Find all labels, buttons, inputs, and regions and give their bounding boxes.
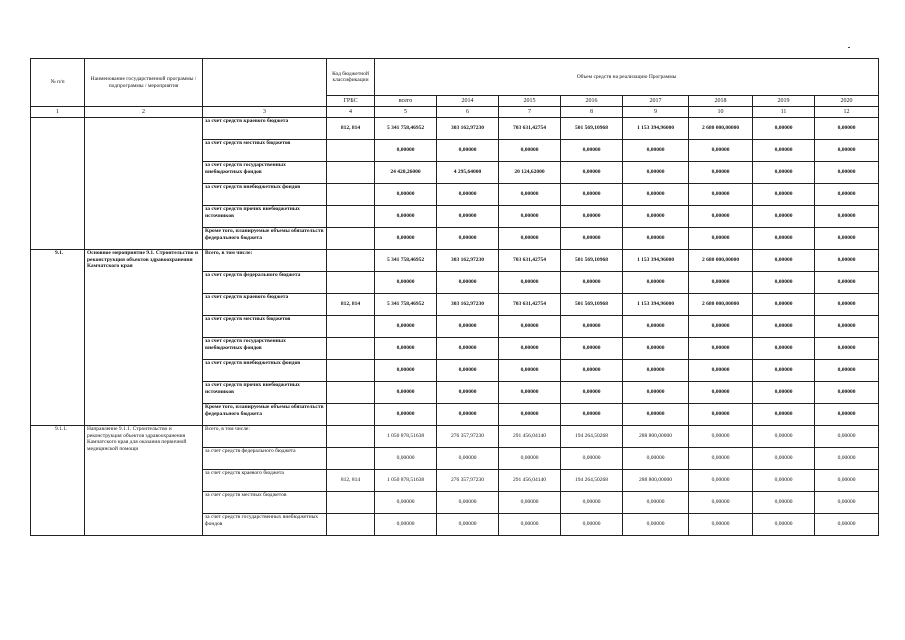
funding-source: за счет средств государственных внебюджетных фондов <box>203 514 327 536</box>
amount-cell: 0,00000 <box>753 228 815 250</box>
amount-cell: 0,00000 <box>499 206 561 228</box>
amount-cell: 0,00000 <box>375 184 437 206</box>
column-number: 4 <box>327 107 375 118</box>
amount-cell: 0,00000 <box>437 228 499 250</box>
amount-cell: 24 420,26000 <box>375 162 437 184</box>
column-number: 3 <box>203 107 327 118</box>
header-grbs: ГРБС <box>327 96 375 107</box>
amount-cell: 0,00000 <box>753 382 815 404</box>
grbs-code <box>327 162 375 184</box>
amount-cell: 0,00000 <box>753 404 815 426</box>
amount-cell: 0,00000 <box>561 272 623 294</box>
amount-cell: 0,00000 <box>561 228 623 250</box>
amount-cell: 0,00000 <box>623 162 689 184</box>
header-year: 2020 <box>815 96 879 107</box>
amount-cell: 0,00000 <box>499 404 561 426</box>
amount-cell: 288 800,00000 <box>623 470 689 492</box>
amount-cell: 0,00000 <box>689 162 753 184</box>
grbs-code <box>327 184 375 206</box>
table-row <box>31 118 879 140</box>
amount-cell: 0,00000 <box>753 118 815 140</box>
amount-cell: 0,00000 <box>815 294 879 316</box>
amount-cell: 4 295,64000 <box>437 162 499 184</box>
amount-cell: 5 341 758,46952 <box>375 118 437 140</box>
amount-cell: 291 456,04140 <box>499 426 561 448</box>
header-year: 2014 <box>437 96 499 107</box>
grbs-code <box>327 316 375 338</box>
amount-cell: 0,00000 <box>561 206 623 228</box>
amount-cell: 1 050 878,51638 <box>375 426 437 448</box>
amount-cell: 0,00000 <box>499 514 561 536</box>
amount-cell: 0,00000 <box>437 140 499 162</box>
funding-source: за счет средств внебюджетных фондов <box>203 184 327 206</box>
amount-cell: 703 631,42754 <box>499 250 561 272</box>
grbs-code <box>327 272 375 294</box>
item-name: Основное мероприятие 9.1. Строительство и реконструкция объектов здравоохранения Камчатского края <box>85 250 203 426</box>
amount-cell: 0,00000 <box>375 492 437 514</box>
amount-cell: 5 341 758,46952 <box>375 250 437 272</box>
scan-speck <box>848 47 850 48</box>
amount-cell: 0,00000 <box>375 206 437 228</box>
amount-cell: 0,00000 <box>499 382 561 404</box>
amount-cell: 0,00000 <box>499 338 561 360</box>
amount-cell: 0,00000 <box>437 184 499 206</box>
amount-cell: 0,00000 <box>689 514 753 536</box>
amount-cell: 0,00000 <box>623 360 689 382</box>
amount-cell: 276 357,97230 <box>437 426 499 448</box>
amount-cell: 501 569,10968 <box>561 118 623 140</box>
amount-cell: 0,00000 <box>499 316 561 338</box>
column-number: 12 <box>815 107 879 118</box>
amount-cell: 288 800,00000 <box>623 426 689 448</box>
amount-cell: 0,00000 <box>561 360 623 382</box>
column-number: 11 <box>753 107 815 118</box>
amount-cell: 0,00000 <box>623 228 689 250</box>
amount-cell: 0,00000 <box>499 492 561 514</box>
amount-cell: 0,00000 <box>753 470 815 492</box>
amount-cell: 0,00000 <box>437 316 499 338</box>
header-year: 2017 <box>623 96 689 107</box>
funding-source: за счет средств внебюджетных фондов <box>203 360 327 382</box>
amount-cell: 0,00000 <box>375 272 437 294</box>
amount-cell: 0,00000 <box>561 162 623 184</box>
funding-source: за счет средств местных бюджетов <box>203 492 327 514</box>
amount-cell: 0,00000 <box>689 492 753 514</box>
amount-cell: 0,00000 <box>689 316 753 338</box>
amount-cell: 0,00000 <box>815 514 879 536</box>
amount-cell: 0,00000 <box>499 448 561 470</box>
amount-cell: 0,00000 <box>437 404 499 426</box>
amount-cell: 276 357,97230 <box>437 470 499 492</box>
column-number: 5 <box>375 107 437 118</box>
grbs-code <box>327 360 375 382</box>
grbs-code <box>327 140 375 162</box>
amount-cell: 0,00000 <box>753 272 815 294</box>
amount-cell: 0,00000 <box>499 140 561 162</box>
amount-cell: 0,00000 <box>815 140 879 162</box>
grbs-code: 812, 814 <box>327 294 375 316</box>
amount-cell: 0,00000 <box>815 206 879 228</box>
amount-cell: 0,00000 <box>689 470 753 492</box>
header-kbk: Код бюджетной классификации <box>327 59 375 96</box>
amount-cell: 0,00000 <box>753 448 815 470</box>
funding-source: за счет средств федерального бюджета <box>203 448 327 470</box>
amount-cell: 703 631,42754 <box>499 294 561 316</box>
amount-cell: 0,00000 <box>815 272 879 294</box>
amount-cell: 194 264,50268 <box>561 426 623 448</box>
amount-cell: 2 680 000,00000 <box>689 294 753 316</box>
grbs-code <box>327 448 375 470</box>
grbs-code <box>327 492 375 514</box>
column-number: 9 <box>623 107 689 118</box>
item-number <box>31 118 85 250</box>
grbs-code <box>327 382 375 404</box>
amount-cell: 0,00000 <box>815 360 879 382</box>
amount-cell: 0,00000 <box>815 162 879 184</box>
table-body <box>31 118 879 536</box>
amount-cell: 0,00000 <box>689 206 753 228</box>
amount-cell: 1 153 394,96000 <box>623 250 689 272</box>
amount-cell: 0,00000 <box>689 338 753 360</box>
amount-cell: 0,00000 <box>499 272 561 294</box>
amount-cell: 0,00000 <box>561 404 623 426</box>
amount-cell: 0,00000 <box>437 514 499 536</box>
amount-cell: 0,00000 <box>437 360 499 382</box>
amount-cell: 0,00000 <box>375 228 437 250</box>
amount-cell: 0,00000 <box>375 338 437 360</box>
amount-cell: 501 569,10968 <box>561 294 623 316</box>
amount-cell: 0,00000 <box>753 492 815 514</box>
column-number: 6 <box>437 107 499 118</box>
column-number: 7 <box>499 107 561 118</box>
amount-cell: 0,00000 <box>815 426 879 448</box>
grbs-code <box>327 426 375 448</box>
amount-cell: 0,00000 <box>437 206 499 228</box>
amount-cell: 0,00000 <box>561 448 623 470</box>
amount-cell: 0,00000 <box>815 492 879 514</box>
amount-cell: 2 680 000,00000 <box>689 118 753 140</box>
amount-cell: 0,00000 <box>375 316 437 338</box>
amount-cell: 0,00000 <box>623 382 689 404</box>
amount-cell: 0,00000 <box>623 514 689 536</box>
table-row <box>31 426 879 448</box>
amount-cell: 0,00000 <box>689 448 753 470</box>
funding-source: за счет средств государственных внебюджетных фондов <box>203 162 327 184</box>
amount-cell: 0,00000 <box>499 184 561 206</box>
amount-cell: 703 631,42754 <box>499 118 561 140</box>
header-year: всего <box>375 96 437 107</box>
amount-cell: 2 680 000,00000 <box>689 250 753 272</box>
amount-cell: 0,00000 <box>815 404 879 426</box>
item-name <box>85 118 203 250</box>
grbs-code: 812, 814 <box>327 470 375 492</box>
header-year: 2016 <box>561 96 623 107</box>
amount-cell: 0,00000 <box>623 492 689 514</box>
amount-cell: 0,00000 <box>689 382 753 404</box>
header-name: Наименование государственной программы / подпрограммы / мероприятия <box>85 59 203 107</box>
amount-cell: 0,00000 <box>753 184 815 206</box>
grbs-code <box>327 250 375 272</box>
header-year: 2019 <box>753 96 815 107</box>
amount-cell: 0,00000 <box>689 272 753 294</box>
header-year: 2018 <box>689 96 753 107</box>
amount-cell: 0,00000 <box>815 184 879 206</box>
amount-cell: 0,00000 <box>689 184 753 206</box>
grbs-code <box>327 206 375 228</box>
amount-cell: 0,00000 <box>561 338 623 360</box>
grbs-code: 812, 814 <box>327 118 375 140</box>
amount-cell: 0,00000 <box>375 140 437 162</box>
grbs-code <box>327 514 375 536</box>
amount-cell: 0,00000 <box>623 206 689 228</box>
amount-cell: 5 341 758,46952 <box>375 294 437 316</box>
header-num: № п/п <box>31 59 85 107</box>
amount-cell: 0,00000 <box>561 184 623 206</box>
program-funding-table <box>30 58 879 536</box>
amount-cell: 0,00000 <box>753 338 815 360</box>
amount-cell: 501 569,10968 <box>561 250 623 272</box>
column-number: 8 <box>561 107 623 118</box>
amount-cell: 303 162,97230 <box>437 118 499 140</box>
amount-cell: 0,00000 <box>561 492 623 514</box>
amount-cell: 0,00000 <box>753 294 815 316</box>
column-number: 10 <box>689 107 753 118</box>
column-number: 2 <box>85 107 203 118</box>
amount-cell: 0,00000 <box>689 426 753 448</box>
amount-cell: 0,00000 <box>753 316 815 338</box>
amount-cell: 0,00000 <box>689 360 753 382</box>
amount-cell: 0,00000 <box>623 404 689 426</box>
amount-cell: 0,00000 <box>753 140 815 162</box>
header-year: 2015 <box>499 96 561 107</box>
amount-cell: 0,00000 <box>815 470 879 492</box>
amount-cell: 0,00000 <box>623 448 689 470</box>
amount-cell: 0,00000 <box>499 360 561 382</box>
item-number: 9.1. <box>31 250 85 426</box>
funding-source: за счет средств прочих внебюджетных источников <box>203 382 327 404</box>
amount-cell: 0,00000 <box>437 338 499 360</box>
amount-cell: 291 456,04140 <box>499 470 561 492</box>
funding-source: за счет средств прочих внебюджетных источников <box>203 206 327 228</box>
column-number: 1 <box>31 107 85 118</box>
amount-cell: 0,00000 <box>623 316 689 338</box>
amount-cell: 0,00000 <box>623 338 689 360</box>
funding-source: Всего, в том числе: <box>203 250 327 272</box>
header-volume: Объем средств на реализацию Программы <box>375 59 879 96</box>
amount-cell: 0,00000 <box>753 426 815 448</box>
amount-cell: 303 162,97230 <box>437 250 499 272</box>
amount-cell: 0,00000 <box>815 118 879 140</box>
amount-cell: 0,00000 <box>689 140 753 162</box>
amount-cell: 0,00000 <box>499 228 561 250</box>
amount-cell: 20 124,62000 <box>499 162 561 184</box>
header-blank <box>203 59 327 107</box>
amount-cell: 0,00000 <box>753 206 815 228</box>
table-row <box>31 250 879 272</box>
amount-cell: 0,00000 <box>437 448 499 470</box>
funding-source: за счет средств государственных внебюджетных фондов <box>203 338 327 360</box>
table-header <box>31 59 879 118</box>
amount-cell: 0,00000 <box>561 382 623 404</box>
amount-cell: 0,00000 <box>753 162 815 184</box>
amount-cell: 0,00000 <box>815 316 879 338</box>
funding-source: за счет средств краевого бюджета <box>203 470 327 492</box>
amount-cell: 1 153 394,96000 <box>623 118 689 140</box>
amount-cell: 0,00000 <box>689 228 753 250</box>
funding-source: Кроме того, планируемые объемы обязательств федерального бюджета <box>203 404 327 426</box>
item-name: Направление 9.1.1. Строительство и реконструкция объектов здравоохранения Камчатского края для оказания первичной медицинской помощи <box>85 426 203 536</box>
amount-cell: 0,00000 <box>375 514 437 536</box>
funding-source: за счет средств федерального бюджета <box>203 272 327 294</box>
amount-cell: 0,00000 <box>437 492 499 514</box>
amount-cell: 0,00000 <box>753 250 815 272</box>
amount-cell: 0,00000 <box>375 404 437 426</box>
amount-cell: 0,00000 <box>753 360 815 382</box>
funding-source: за счет средств местных бюджетов <box>203 140 327 162</box>
funding-source: Всего, в том числе: <box>203 426 327 448</box>
amount-cell: 0,00000 <box>815 448 879 470</box>
amount-cell: 0,00000 <box>623 184 689 206</box>
grbs-code <box>327 228 375 250</box>
grbs-code <box>327 404 375 426</box>
funding-source: за счет средств краевого бюджета <box>203 294 327 316</box>
amount-cell: 0,00000 <box>437 272 499 294</box>
funding-source: Кроме того, планируемые объемы обязательств федерального бюджета <box>203 228 327 250</box>
amount-cell: 194 264,50268 <box>561 470 623 492</box>
amount-cell: 0,00000 <box>437 382 499 404</box>
grbs-code <box>327 338 375 360</box>
amount-cell: 0,00000 <box>815 250 879 272</box>
funding-source: за счет средств местных бюджетов <box>203 316 327 338</box>
amount-cell: 303 162,97230 <box>437 294 499 316</box>
funding-source: за счет средств краевого бюджета <box>203 118 327 140</box>
amount-cell: 0,00000 <box>815 338 879 360</box>
amount-cell: 0,00000 <box>815 228 879 250</box>
amount-cell: 0,00000 <box>623 272 689 294</box>
amount-cell: 0,00000 <box>375 360 437 382</box>
amount-cell: 0,00000 <box>623 140 689 162</box>
amount-cell: 0,00000 <box>375 382 437 404</box>
amount-cell: 1 153 394,96000 <box>623 294 689 316</box>
amount-cell: 0,00000 <box>561 316 623 338</box>
amount-cell: 0,00000 <box>689 404 753 426</box>
item-number: 9.1.1. <box>31 426 85 536</box>
amount-cell: 0,00000 <box>753 514 815 536</box>
amount-cell: 0,00000 <box>561 514 623 536</box>
amount-cell: 0,00000 <box>815 382 879 404</box>
amount-cell: 1 050 878,51638 <box>375 470 437 492</box>
amount-cell: 0,00000 <box>375 448 437 470</box>
amount-cell: 0,00000 <box>561 140 623 162</box>
